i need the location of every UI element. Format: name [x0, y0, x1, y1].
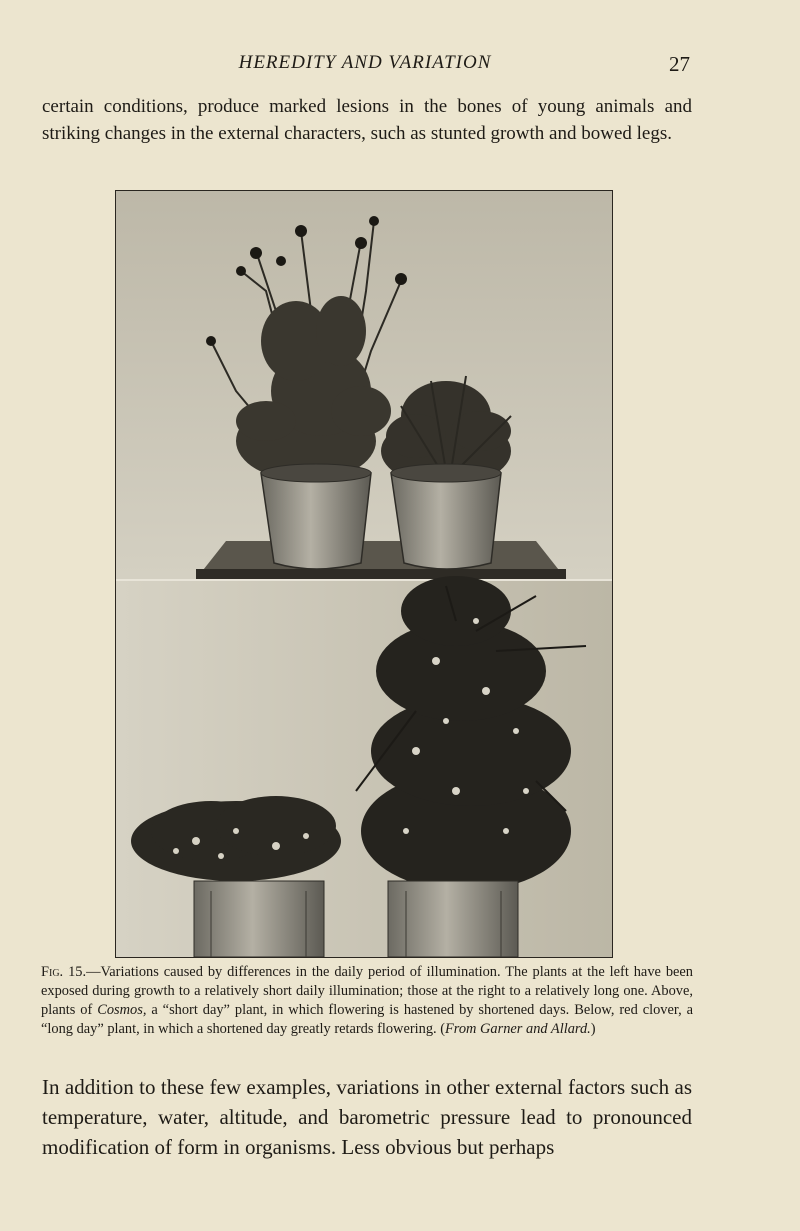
caption-italic-source: From Garner and Allard. [445, 1021, 591, 1037]
figure-caption [41, 963, 693, 1039]
plant-photo-illustration [116, 191, 612, 957]
lower-panel-clover [116, 576, 612, 957]
paragraph-top: certain conditions, produce marked lesions in the bones of young animals and striking changes in the external characters, such as stunted growth and bowed legs. [42, 96, 692, 144]
paragraph-bottom: In addition to these few examples, variations in other external factors such as temperature, water, altitude, and barometric pressure lead to pronounced modification of form in organisms. Less obvious but perhaps [42, 1075, 692, 1159]
page-number: 27 [669, 52, 690, 76]
figure-photograph [115, 190, 613, 958]
caption-text-3: ) [590, 1021, 596, 1037]
page-header [40, 52, 690, 82]
figure-label: Fig. 15. [41, 964, 87, 980]
upper-panel-cosmos [116, 191, 612, 579]
caption-italic-cosmos: Cosmos, [97, 1002, 147, 1018]
caption-text-1: —Variations caused by differences in the daily period of illumination. The plants at the left have been exposed during growth to a relatively short daily illumination; those at the right to a relatively long one. Above, plants of [41, 964, 693, 1018]
caption-text-2: a “short day” plant, in which flowering is hastened by shortened days. Below, red clover, a “long day” plant, in which a shortened day greatly retards flowering. ( [41, 1002, 693, 1037]
running-title: HEREDITY AND VARIATION [238, 52, 492, 73]
